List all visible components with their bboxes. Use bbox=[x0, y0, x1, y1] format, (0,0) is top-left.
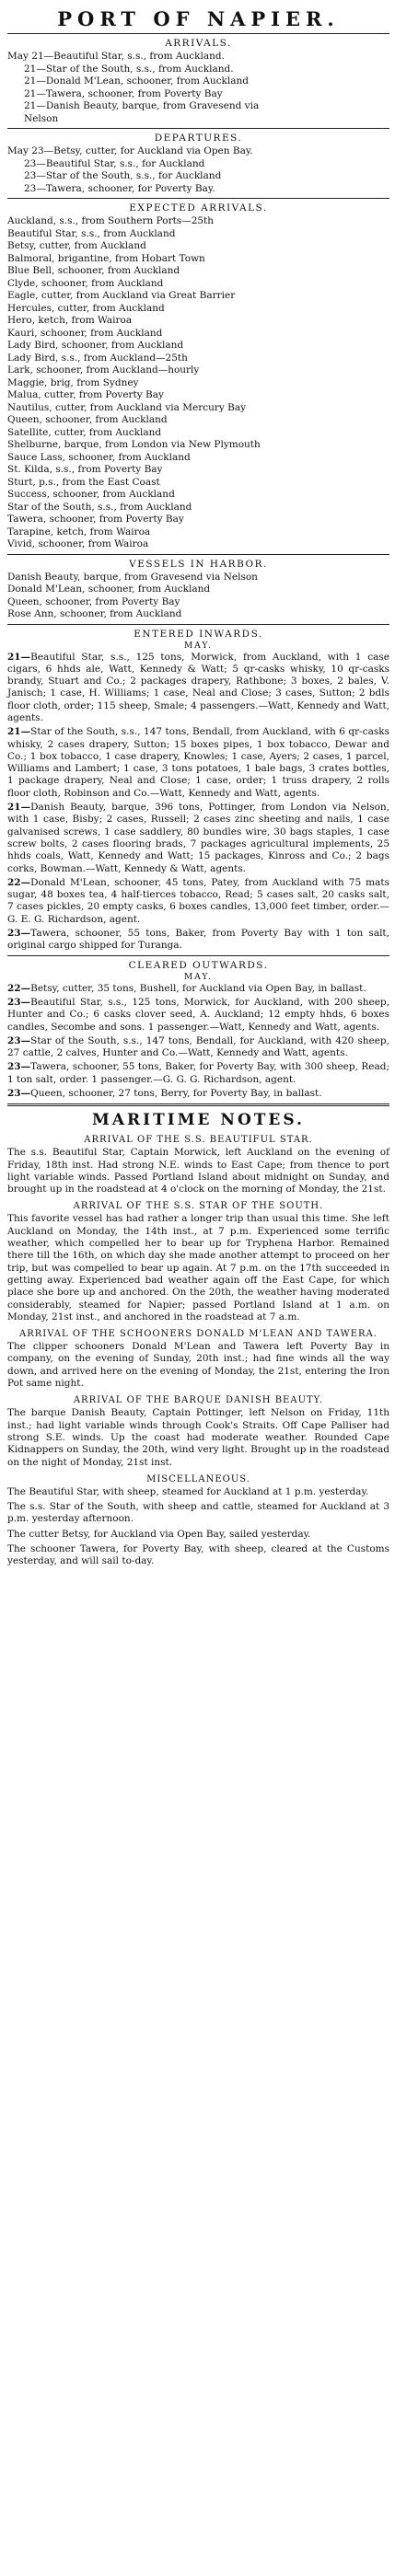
list-line: May 21—Beautiful Star, s.s., from Auckland. bbox=[7, 51, 225, 62]
shipping-entry bbox=[7, 802, 389, 875]
list-line: 21—Star of the South, s.s., from Auckland. bbox=[24, 63, 234, 75]
list-line: Star of the South, s.s., from Auckland bbox=[7, 501, 192, 513]
entry-text: Donald M'Lean, schooner, 45 tons, Patey, from Auckland with 75 mats sugar, 48 boxes tea, 4 half-tierces tobacco, Read; 5 cases salt, 20 casks salt, 7 cases pickles, 20 empty casks, 6 boxes candles, 13,000 feet timber, order.—G. E. G. Richardson, agent. bbox=[7, 876, 389, 925]
list-line: Auckland, s.s., from Southern Ports—25th bbox=[7, 215, 215, 226]
entry-text: Tawera, schooner, 55 tons, Baker, for Poverty Bay, with 300 sheep, Read; 1 ton salt, order. 1 passenger.—G. G. G. Richardson, agent. bbox=[7, 1061, 389, 1085]
list-line: Queen, schooner, from Poverty Bay bbox=[7, 595, 180, 607]
list-line: Sauce Lass, schooner, from Auckland bbox=[7, 451, 191, 463]
list-line: Eagle, cutter, from Auckland via Great Barrier bbox=[7, 290, 236, 301]
shipping-entry bbox=[7, 1088, 389, 1100]
entry-date: 21— bbox=[7, 651, 31, 663]
shipping-entry bbox=[7, 1035, 389, 1060]
divider bbox=[7, 624, 389, 625]
misc-heading: MISCELLANEOUS. bbox=[146, 1473, 250, 1484]
shipping-entry bbox=[7, 1061, 389, 1086]
page-title: PORT OF NAPIER. bbox=[57, 7, 340, 30]
misc-paragraph: The schooner Tawera, for Poverty Bay, with sheep, cleared at the Customs yesterday, and will sail to-day. bbox=[7, 1543, 389, 1567]
list-line: Shelburne, barque, from London via New Plymouth bbox=[7, 439, 261, 450]
entry-date: 22— bbox=[7, 876, 31, 888]
shipping-entry bbox=[7, 928, 389, 953]
entry-date: 23— bbox=[7, 996, 31, 1008]
list-line: Lark, schooner, from Auckland—hourly bbox=[7, 364, 200, 375]
note-title: ARRIVAL OF THE SCHOONERS DONALD M'LEAN AND TAWERA. bbox=[19, 1329, 378, 1340]
list-line: Clyde, schooner, from Auckland bbox=[7, 277, 164, 289]
entry-date: 23— bbox=[7, 1034, 31, 1046]
outwards-month: MAY. bbox=[184, 972, 213, 982]
list-line: 21—Tawera, schooner, from Poverty Bay bbox=[24, 87, 223, 99]
list-line: St. Kilda, s.s., from Poverty Bay bbox=[7, 464, 163, 475]
title-rule bbox=[7, 33, 389, 34]
expected-heading: EXPECTED ARRIVALS. bbox=[129, 202, 268, 214]
harbor-list bbox=[7, 572, 389, 621]
misc-list bbox=[7, 1486, 389, 1568]
list-line: 23—Tawera, schooner, for Poverty Bay. bbox=[24, 182, 215, 194]
list-line: Nelson bbox=[24, 112, 59, 124]
list-line: Sturt, p.s., from the East Coast bbox=[7, 476, 160, 488]
harbor-heading: VESSELS IN HARBOR. bbox=[129, 558, 268, 570]
entry-text: Betsy, cutter, 35 tons, Bushell, for Auckland via Open Bay, in ballast. bbox=[30, 982, 366, 994]
divider bbox=[7, 554, 389, 555]
list-line: Hercules, cutter, from Auckland bbox=[7, 302, 165, 314]
list-line: Lady Bird, schooner, from Auckland bbox=[7, 340, 184, 351]
list-line: Blue Bell, schooner, from Auckland bbox=[7, 265, 180, 276]
entry-date: 21— bbox=[7, 726, 31, 738]
inwards-list bbox=[7, 652, 389, 953]
shipping-entry bbox=[7, 997, 389, 1034]
list-line: Balmoral, brigantine, from Hobart Town bbox=[7, 252, 205, 264]
list-line: 21—Donald M'Lean, schooner, from Auckland bbox=[24, 75, 249, 87]
list-line: Kauri, schooner, from Auckland bbox=[7, 327, 163, 339]
list-line: May 23—Betsy, cutter, for Auckland via Open Bay. bbox=[7, 145, 253, 156]
divider bbox=[7, 198, 389, 199]
divider bbox=[7, 128, 389, 129]
list-line: Rose Ann, schooner, from Auckland bbox=[7, 608, 182, 619]
entry-date: 21— bbox=[7, 802, 31, 814]
shipping-entry bbox=[7, 652, 389, 725]
maritime-heading: MARITIME NOTES. bbox=[92, 1111, 305, 1130]
entry-date: 23— bbox=[7, 1088, 31, 1099]
list-line: Vivid, schooner, from Wairoa bbox=[7, 538, 149, 549]
list-line: Malua, cutter, from Poverty Bay bbox=[7, 389, 164, 400]
divider bbox=[7, 955, 389, 956]
list-line: Queen, schooner, from Auckland bbox=[7, 414, 168, 425]
entry-text: Queen, schooner, 27 tons, Berry, for Poverty Bay, in ballast. bbox=[30, 1088, 322, 1099]
note-title: ARRIVAL OF THE S.S. BEAUTIFUL STAR. bbox=[84, 1135, 313, 1146]
outwards-heading: CLEARED OUTWARDS. bbox=[128, 959, 269, 971]
departures-list bbox=[7, 145, 389, 195]
entry-text: Star of the South, s.s., 147 tons, Bendall, from Auckland, with 6 qr-casks whisky, 2 cases drapery, Sutton; 15 boxes pipes, 1 box tobacco, Dewar and Co.; 1 box tobacco, 1 case drapery, Knowles; 1 case, Ayers; 2 cases, 1 parcel, Williams and Lambert; 1 case, 3 tons potatoes, 1 bale bags, 3 crates bottles, 1 package drapery, Neal and Close; 1 case, order; 1 truss drapery, 2 rolls floor cloth, Robinson and Co.—Watt, Kennedy and Watt, agents. bbox=[7, 726, 389, 799]
arrivals-list bbox=[7, 51, 389, 125]
list-line: 23—Star of the South, s.s., for Auckland bbox=[24, 170, 222, 181]
entry-date: 22— bbox=[7, 982, 31, 994]
list-line: Tawera, schooner, from Poverty Bay bbox=[7, 514, 184, 525]
list-line: Nautilus, cutter, from Auckland via Mercury Bay bbox=[7, 401, 247, 413]
inwards-month: MAY. bbox=[184, 641, 213, 651]
note-text: The s.s. Beautiful Star, Captain Morwick, left Auckland on the evening of Friday, 18th inst. Had strong N.E. winds to East Cape; from thence to port light variable winds. Passed Portland Island about midnight on Sunday, and brought up in the roadstead at 4 o'clock on the morning of Monday, the 21st. bbox=[7, 1147, 389, 1196]
list-line: Lady Bird, s.s., from Auckland—25th bbox=[7, 352, 188, 364]
note-title: ARRIVAL OF THE BARQUE DANISH BEAUTY. bbox=[73, 1395, 324, 1406]
note-text: The barque Danish Beauty, Captain Pottinger, left Nelson on Friday, 11th inst.; had light variable winds through Cook's Straits. Off Cape Palliser had strong S.E. winds. Up the coast had moderate weather. Rounded Cape Kidnappers on Sunday, the 20th, wind very light. Brought up in the roadstead on the night of Monday, 21st inst. bbox=[7, 1407, 389, 1468]
misc-paragraph: The s.s. Star of the South, with sheep and cattle, steamed for Auckland at 3 p.m. yesterday afternoon. bbox=[7, 1501, 389, 1525]
shipping-entry bbox=[7, 877, 389, 926]
arrivals-heading: ARRIVALS. bbox=[165, 38, 232, 49]
entry-date: 23— bbox=[7, 928, 31, 940]
shipping-entry bbox=[7, 726, 389, 800]
list-line: Beautiful Star, s.s., from Auckland bbox=[7, 227, 176, 239]
entry-text: Beautiful Star, s.s., 125 tons, Morwick, from Auckland, with 1 case cigars, 6 hhds ale, Watt, Kennedy & Watt; 5 qr-casks whisky, 10 qr-casks brandy, Stuart and Co.; 2 packages drapery, Rathbone; 3 boxes, 2 bales, V. Janisch; 1 case, H. Williams; 1 case, Neal and Close; 3 cases, Sutton; 2 bdls floor cloth, order; 115 sheep, Smale; 4 passengers.—Watt, Kennedy and Watt, agents. bbox=[7, 651, 389, 723]
list-line: Satellite, cutter, from Auckland bbox=[7, 426, 162, 438]
entry-text: Tawera, schooner, 55 tons, Baker, from Poverty Bay with 1 ton salt, original cargo shipped for Turanga. bbox=[7, 928, 389, 952]
list-line: 23—Beautiful Star, s.s., for Auckland bbox=[24, 157, 205, 169]
list-line: Danish Beauty, barque, from Gravesend via Nelson bbox=[7, 571, 258, 583]
list-line: Maggie, brig, from Sydney bbox=[7, 376, 139, 388]
list-line: Success, schooner, from Auckland bbox=[7, 489, 175, 500]
note-text: The clipper schooners Donald M'Lean and Tawera left Poverty Bay in company, on the evening of Sunday, 20th inst.; had fine winds all the way down, and arrived here on the evening of Monday, the 21st, entering the Iron Pot same night. bbox=[7, 1341, 389, 1390]
departures-heading: DEPARTURES. bbox=[154, 133, 243, 144]
expected-list bbox=[7, 215, 389, 551]
maritime-notes bbox=[7, 1135, 389, 1469]
list-line: 21—Danish Beauty, barque, from Gravesend via bbox=[24, 100, 260, 111]
entry-text: Danish Beauty, barque, 396 tons, Pottinger, from London via Nelson, with 1 case, Bisby; 2 cases, Russell; 2 cases zinc sheeting and nails, 1 case galvanised screws, 1 case saddlery, 80 bundles wire, 30 bags staples, 1 case screw bolts, 2 cases flooring brads, 7 packages agricultural implements, 25 hhds coals, Watt, Kennedy and Watt; 15 packages, Kinross and Co.; 2 bags corks, Bowman.—Watt, Kennedy & Watt, agents. bbox=[7, 802, 389, 874]
note-title: ARRIVAL OF THE S.S. STAR OF THE SOUTH. bbox=[73, 1201, 324, 1212]
note-text: This favorite vessel has had rather a longer trip than usual this time. She left Auckland on Monday, the 14th inst., at 7 p.m. Experienced some terrific weather, which compelled her to bear up for Tryphena Harbor. Remained there till the 16th, on which day she made another attempt to proceed on her trip, but was compelled to bear up again. At 7 p.m. on the 17th succeeded in getting away. Experienced bad weather again off the East Cape, for which place she bore up and anchored. On the 20th, the weather having moderated considerably, steamed for Napier; passed Portland Island at 1 a.m. on Monday, 21st inst., and anchored in the roadstead at 7 a.m. bbox=[7, 1213, 389, 1323]
misc-paragraph: The Beautiful Star, with sheep, steamed for Auckland at 1 p.m. yesterday. bbox=[7, 1485, 369, 1497]
entry-date: 23— bbox=[7, 1061, 31, 1073]
double-divider bbox=[7, 1103, 389, 1106]
list-line: Betsy, cutter, from Auckland bbox=[7, 240, 146, 251]
shipping-entry bbox=[7, 983, 389, 995]
list-line: Tarapine, ketch, from Wairoa bbox=[7, 526, 151, 537]
inwards-heading: ENTERED INWARDS. bbox=[134, 628, 263, 640]
misc-paragraph: The cutter Betsy, for Auckland via Open Bay, sailed yesterday. bbox=[7, 1528, 311, 1540]
entry-text: Star of the South, s.s., 147 tons, Bendall, for Auckland, with 420 sheep, 27 cattle, 2 calves, Hunter and Co.—Watt, Kennedy and Watt, agents. bbox=[7, 1034, 389, 1059]
list-line: Donald M'Lean, schooner, from Auckland bbox=[7, 583, 211, 595]
outwards-list bbox=[7, 983, 389, 1101]
list-line: Hero, ketch, from Wairoa bbox=[7, 315, 133, 326]
entry-text: Beautiful Star, s.s., 125 tons, Morwick, for Auckland, with 200 sheep, Hunter and Co.; 6 casks clover seed, A. Auckland; 12 empty hhds, 6 boxes candles, Secombe and sons. 1 passenger.—Watt, Kennedy and Watt, agents. bbox=[7, 996, 389, 1033]
